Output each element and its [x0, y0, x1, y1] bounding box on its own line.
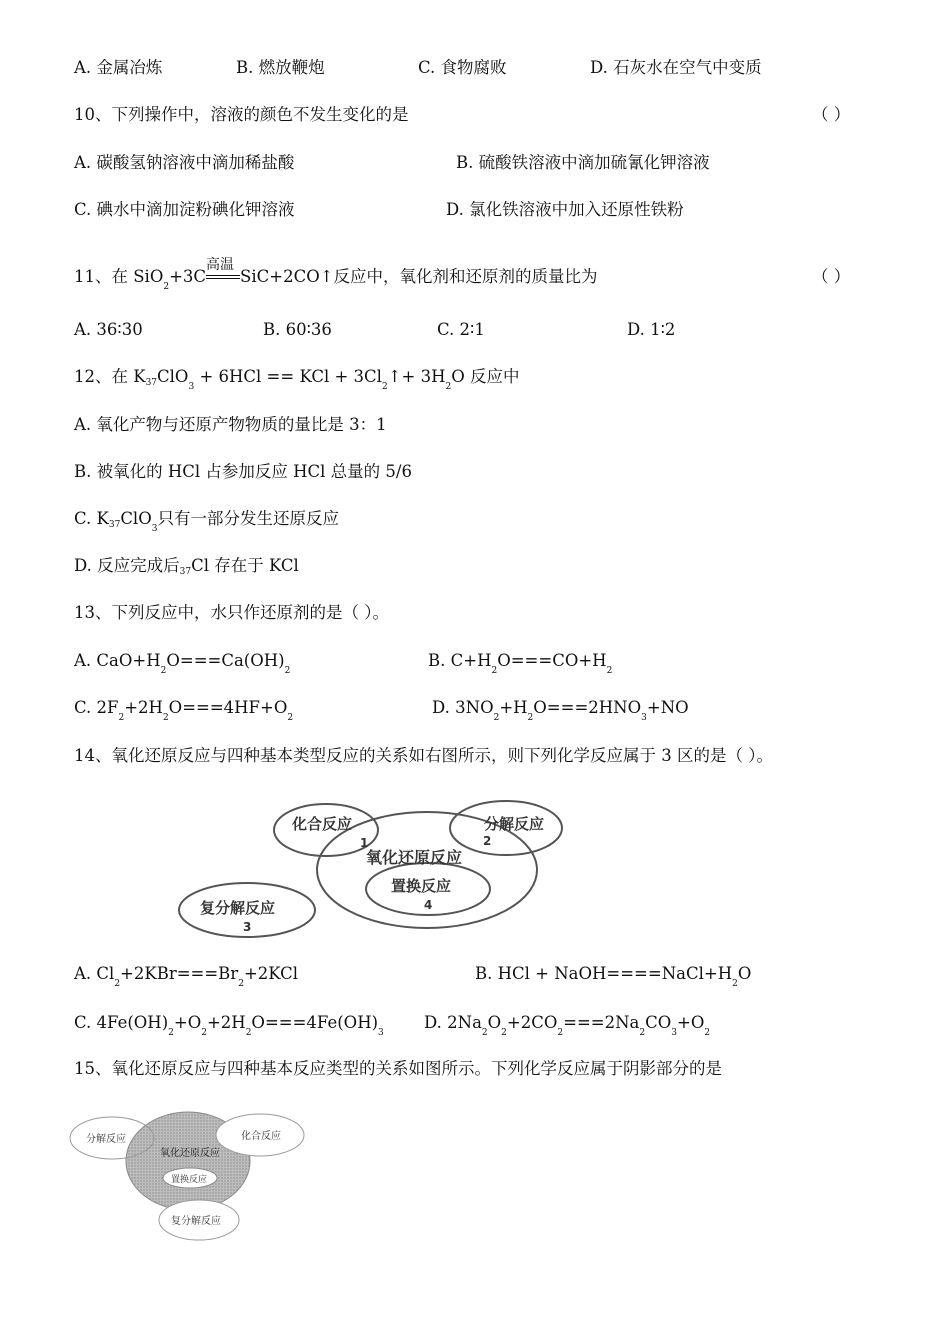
q13-sub: 2: [162, 713, 169, 723]
q12-d-text: D. 反应完成后: [74, 556, 180, 575]
q14-sub: 3: [378, 1028, 384, 1038]
q14-sub: 2: [639, 1028, 646, 1038]
q12-isotope: 37: [145, 378, 158, 388]
q14-sub: 2: [481, 1028, 488, 1038]
label-2: 2: [483, 834, 492, 848]
q13-text: C. 2F: [74, 698, 119, 717]
q10-stem: 10、下列操作中，溶液的颜色不发生变化的是: [74, 105, 409, 124]
q12-d-isotope: 37: [179, 567, 192, 577]
q12-text: O 反应中: [451, 367, 520, 386]
q12-c-sub: 3: [151, 524, 158, 534]
q14-text: C. 4Fe(OH): [74, 1013, 169, 1032]
q14-sub: 2: [168, 1028, 174, 1038]
q14-text: +O: [173, 1013, 202, 1032]
q9-option-a: A. 金属冶炼: [74, 58, 163, 77]
label-combination: 化合反应: [292, 815, 353, 833]
q11-rest: SiC+2CO↑反应中，氧化剂和还原剂的质量比为: [240, 267, 598, 286]
label-3: 3: [243, 920, 252, 934]
q13-text: B. C+H: [428, 651, 492, 670]
q14-sub: 2: [201, 1028, 207, 1038]
q14-text: CO: [645, 1013, 672, 1032]
q11-option-b: B. 60∶36: [263, 320, 332, 339]
label-combination-15: 化合反应: [241, 1131, 281, 1142]
q13-text: O===CO+H: [497, 651, 607, 670]
q13-sub: 2: [118, 713, 125, 723]
q12-c-text: C. K: [74, 509, 109, 528]
q12-text: 12、在 K: [74, 367, 146, 386]
q10-option-b: B. 硫酸铁溶液中滴加硫氰化钾溶液: [456, 153, 710, 172]
label-1: 1: [360, 836, 369, 850]
label-decomposition: 分解反应: [484, 815, 545, 833]
q11-mid: +3C: [169, 267, 207, 286]
label-redox-15: 氧化还原反应: [160, 1148, 220, 1159]
q12-c-isotope: 37: [108, 520, 121, 530]
q14-venn-diagram: [170, 795, 590, 940]
q13-option-b: [428, 650, 612, 675]
label-redox: 氧化还原反应: [366, 848, 463, 867]
q12-option-d: [74, 555, 299, 580]
q9-option-c: C. 食物腐败: [418, 58, 507, 77]
q12-c-text: 只有一部分发生还原反应: [157, 509, 339, 528]
q14-text: +O: [677, 1013, 705, 1032]
q11-condition-arrow: [206, 257, 240, 288]
q11-option-c: C. 2∶1: [437, 320, 485, 339]
q12-d-text: Cl 存在于 KCl: [191, 556, 299, 575]
q14-option-b: [475, 963, 751, 988]
label-double-decomposition-15: 复分解反应: [171, 1216, 221, 1227]
q13-text: O===Ca(OH): [166, 651, 285, 670]
q11-option-a: A. 36∶30: [74, 320, 143, 339]
q11-sub: 2: [163, 282, 170, 292]
q14-text: O===4Fe(OH): [251, 1013, 379, 1032]
q14-text: O: [487, 1013, 502, 1032]
q14-text: +2KCl: [243, 964, 299, 983]
q14-text: ===2Na: [563, 1013, 640, 1032]
q14-stem: 14、氧化还原反应与四种基本类型反应的关系如右图所示，则下列化学反应属于 3 区的是（ ）。: [74, 746, 773, 765]
q13-sub: 3: [641, 713, 647, 723]
q13-text: +H: [499, 698, 528, 717]
q14-text: +2H: [206, 1013, 246, 1032]
q12-option-c: [74, 508, 339, 533]
q12-text: ClO: [157, 367, 189, 386]
q12-sub: 2: [381, 382, 388, 392]
q14-sub: 3: [671, 1028, 677, 1038]
q11-option-d: D. 1∶2: [627, 320, 676, 339]
q14-text: B. HCl + NaOH====NaCl+H: [475, 964, 733, 983]
q13-text: +2H: [124, 698, 163, 717]
q13-stem: 13、下列反应中，水只作还原剂的是（ ）。: [74, 603, 389, 622]
q12-option-a: A. 氧化产物与还原产物物质的量比是 3：1: [74, 415, 387, 434]
q13-text: O===2HNO: [533, 698, 642, 717]
q14-text: O: [737, 964, 752, 983]
q15-venn-diagram: [68, 1105, 313, 1245]
q11-stem: [74, 257, 598, 292]
q14-text: A. Cl: [74, 964, 115, 983]
q14-sub: 2: [245, 1028, 252, 1038]
q14-sub: 2: [501, 1028, 507, 1038]
q15-stem: 15、氧化还原反应与四种基本反应类型的关系如图所示。下列化学反应属于阴影部分的是: [74, 1059, 722, 1078]
q13-text: +NO: [646, 698, 689, 717]
q12-stem: [74, 366, 520, 391]
q14-text: +2CO: [506, 1013, 558, 1032]
label-displacement: 置换反应: [391, 877, 452, 895]
q10-option-d: D. 氯化铁溶液中加入还原性铁粉: [446, 200, 684, 219]
q14-text: +2KBr===Br: [120, 964, 239, 983]
q13-sub: 2: [493, 713, 500, 723]
label-4: 4: [424, 898, 433, 912]
label-decomposition-15: 分解反应: [86, 1134, 126, 1145]
q9-option-b: B. 燃放鞭炮: [236, 58, 325, 77]
q13-sub: 2: [160, 666, 167, 676]
q12-option-b: B. 被氧化的 HCl 占参加反应 HCl 总量的 5/6: [74, 462, 412, 481]
q14-option-c: [74, 1012, 384, 1037]
q10-option-c: C. 碘水中滴加淀粉碘化钾溶液: [74, 200, 295, 219]
q10-option-a: A. 碳酸氢钠溶液中滴加稀盐酸: [74, 153, 295, 172]
q13-sub: 2: [606, 666, 613, 676]
label-displacement-15: 置换反应: [171, 1175, 208, 1185]
q13-text: A. CaO+H: [74, 651, 161, 670]
q11-answer-paren: （ ）: [812, 267, 851, 286]
q13-option-c: [74, 697, 293, 722]
q11-condition: 高温: [206, 257, 235, 273]
q12-c-text: ClO: [120, 509, 152, 528]
q14-sub: 2: [732, 979, 738, 989]
q13-sub: 2: [287, 713, 294, 723]
q14-option-d: [424, 1012, 710, 1037]
q13-sub: 2: [284, 666, 291, 676]
q10-answer-paren: （ ）: [812, 105, 851, 124]
q12-text: ↑+ 3H: [387, 367, 446, 386]
q14-option-a: [74, 963, 298, 988]
q13-option-a: [74, 650, 290, 675]
label-double-decomposition: 复分解反应: [200, 899, 276, 917]
q14-sub: 2: [114, 979, 121, 989]
q12-sub: 2: [445, 382, 452, 392]
q13-text: O===4HF+O: [168, 698, 288, 717]
q14-text: D. 2Na: [424, 1013, 482, 1032]
q13-text: D. 3NO: [432, 698, 494, 717]
q12-text: + 6HCl == KCl + 3Cl: [194, 367, 382, 386]
q12-sub: 3: [188, 382, 195, 392]
q9-option-d: D. 石灰水在空气中变质: [590, 58, 762, 77]
q14-sub: 2: [238, 979, 244, 989]
q13-sub: 2: [491, 666, 498, 676]
q13-option-d: [432, 697, 689, 722]
q14-sub: 2: [704, 1028, 711, 1038]
q11-prefix: 11、在 SiO: [74, 267, 164, 286]
q14-sub: 2: [557, 1028, 564, 1038]
q13-sub: 2: [527, 713, 534, 723]
